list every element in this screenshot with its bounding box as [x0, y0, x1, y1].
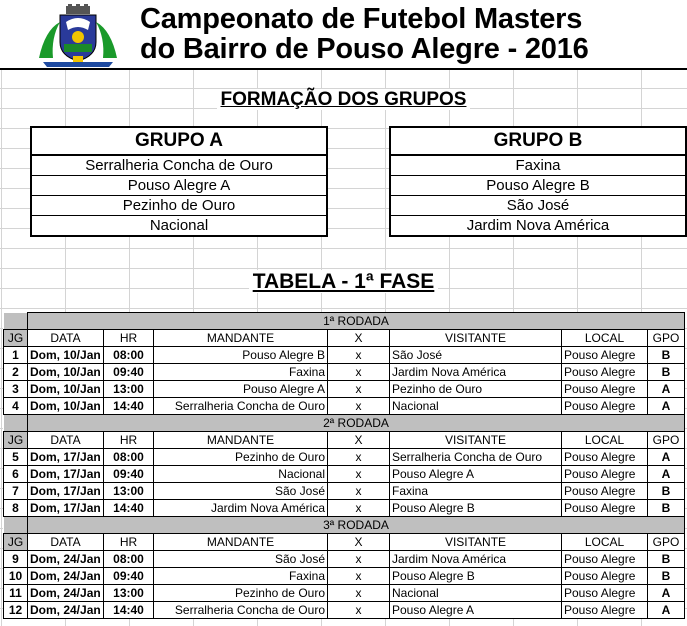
match-hr-cell: 09:40: [104, 466, 154, 483]
match-mandante-cell: Pezinho de Ouro: [154, 449, 328, 466]
match-mandante-cell: São José: [154, 551, 328, 568]
match-visitante-cell: Faxina: [390, 483, 562, 500]
match-x-cell: x: [328, 381, 390, 398]
column-header-jg: JG: [4, 432, 28, 449]
match-local-cell: Pouso Alegre: [562, 347, 648, 364]
match-row: [4, 398, 685, 415]
match-row: [4, 500, 685, 517]
column-header-mandante: MANDANTE: [154, 330, 328, 347]
column-header-local: LOCAL: [562, 432, 648, 449]
match-x-cell: x: [328, 585, 390, 602]
group-a-team: Pezinho de Ouro: [32, 196, 326, 216]
column-header-local: LOCAL: [562, 534, 648, 551]
column-header-x: X: [328, 330, 390, 347]
match-mandante-cell: Faxina: [154, 364, 328, 381]
column-header-row: [4, 534, 685, 551]
match-gpo-cell: B: [648, 347, 685, 364]
match-hr-cell: 14:40: [104, 602, 154, 619]
column-header-mandante: MANDANTE: [154, 534, 328, 551]
match-jg-cell: 3: [4, 381, 28, 398]
match-x-cell: x: [328, 602, 390, 619]
match-local-cell: Pouso Alegre: [562, 398, 648, 415]
match-mandante-cell: São José: [154, 483, 328, 500]
column-header-row: [4, 432, 685, 449]
match-jg-cell: 9: [4, 551, 28, 568]
match-visitante-cell: Pouso Alegre B: [390, 500, 562, 517]
match-jg-cell: 8: [4, 500, 28, 517]
match-visitante-cell: Nacional: [390, 585, 562, 602]
column-header-visitante: VISITANTE: [390, 432, 562, 449]
match-row: [4, 364, 685, 381]
match-hr-cell: 09:40: [104, 568, 154, 585]
match-local-cell: Pouso Alegre: [562, 602, 648, 619]
match-local-cell: Pouso Alegre: [562, 381, 648, 398]
match-mandante-cell: Faxina: [154, 568, 328, 585]
match-visitante-cell: Pezinho de Ouro: [390, 381, 562, 398]
group-a-team: Pouso Alegre A: [32, 176, 326, 196]
group-a-team: Nacional: [149, 217, 209, 234]
match-gpo-cell: A: [648, 585, 685, 602]
match-x-cell: x: [328, 568, 390, 585]
match-mandante-cell: Serralheria Concha de Ouro: [154, 398, 328, 415]
round-header-row: [4, 415, 685, 432]
match-data-cell: Dom, 10/Jan: [28, 381, 104, 398]
match-local-cell: Pouso Alegre: [562, 500, 648, 517]
column-header-x: X: [328, 534, 390, 551]
schedule-section-title: TABELA - 1ª FASE: [0, 270, 687, 294]
column-header-data: DATA: [28, 534, 104, 551]
match-row: [4, 381, 685, 398]
column-header-row: [4, 330, 685, 347]
match-row: [4, 585, 685, 602]
match-data-cell: Dom, 24/Jan: [28, 585, 104, 602]
match-x-cell: x: [328, 466, 390, 483]
match-x-cell: x: [328, 449, 390, 466]
match-mandante-cell: Pouso Alegre B: [154, 347, 328, 364]
match-jg-cell: 5: [4, 449, 28, 466]
group-b-team: Faxina: [391, 156, 685, 176]
match-hr-cell: 13:00: [104, 585, 154, 602]
column-header-gpo: GPO: [648, 432, 685, 449]
match-jg-cell: 11: [4, 585, 28, 602]
column-header-hr: HR: [104, 432, 154, 449]
match-data-cell: Dom, 10/Jan: [28, 398, 104, 415]
match-local-cell: Pouso Alegre: [562, 585, 648, 602]
round-title: 3ª RODADA: [28, 517, 685, 534]
group-b-team: São José: [391, 196, 685, 216]
schedule-table: [3, 312, 685, 619]
group-b-team: Jardim Nova América: [466, 217, 610, 234]
match-hr-cell: 13:00: [104, 483, 154, 500]
column-header-local: LOCAL: [562, 330, 648, 347]
match-hr-cell: 08:00: [104, 347, 154, 364]
column-header-hr: HR: [104, 330, 154, 347]
group-a-team: Serralheria Concha de Ouro: [32, 156, 326, 176]
match-hr-cell: 14:40: [104, 500, 154, 517]
match-jg-cell: 7: [4, 483, 28, 500]
match-hr-cell: 08:00: [104, 551, 154, 568]
match-data-cell: Dom, 17/Jan: [28, 500, 104, 517]
match-data-cell: Dom, 10/Jan: [28, 347, 104, 364]
match-row: [4, 568, 685, 585]
match-hr-cell: 08:00: [104, 449, 154, 466]
match-row: [4, 347, 685, 364]
match-visitante-cell: Jardim Nova América: [390, 551, 562, 568]
round-header-spacer: [4, 415, 28, 432]
match-data-cell: Dom, 17/Jan: [28, 483, 104, 500]
round-header-row: [4, 517, 685, 534]
match-mandante-cell: Pezinho de Ouro: [154, 585, 328, 602]
match-local-cell: Pouso Alegre: [562, 568, 648, 585]
match-hr-cell: 09:40: [104, 364, 154, 381]
group-b-box: [389, 126, 687, 237]
match-gpo-cell: A: [648, 398, 685, 415]
match-row: [4, 483, 685, 500]
title-line-2: do Bairro de Pouso Alegre - 2016: [140, 33, 589, 65]
round-header-row: [4, 313, 685, 330]
match-jg-cell: 6: [4, 466, 28, 483]
round-header-spacer: [4, 517, 28, 534]
match-jg-cell: 1: [4, 347, 28, 364]
column-header-gpo: GPO: [648, 534, 685, 551]
match-jg-cell: 4: [4, 398, 28, 415]
match-local-cell: Pouso Alegre: [562, 466, 648, 483]
match-gpo-cell: A: [648, 602, 685, 619]
match-visitante-cell: Pouso Alegre A: [390, 466, 562, 483]
match-local-cell: Pouso Alegre: [562, 364, 648, 381]
column-header-mandante: MANDANTE: [154, 432, 328, 449]
column-header-gpo: GPO: [648, 330, 685, 347]
match-gpo-cell: B: [648, 500, 685, 517]
match-visitante-cell: Pouso Alegre A: [390, 602, 562, 619]
match-gpo-cell: A: [648, 449, 685, 466]
group-b-team: Pouso Alegre B: [391, 176, 685, 196]
match-jg-cell: 10: [4, 568, 28, 585]
match-x-cell: x: [328, 483, 390, 500]
match-data-cell: Dom, 24/Jan: [28, 551, 104, 568]
match-local-cell: Pouso Alegre: [562, 551, 648, 568]
column-header-hr: HR: [104, 534, 154, 551]
round-title: 1ª RODADA: [28, 313, 685, 330]
match-gpo-cell: A: [648, 466, 685, 483]
match-visitante-cell: Nacional: [390, 398, 562, 415]
match-data-cell: Dom, 10/Jan: [28, 364, 104, 381]
match-x-cell: x: [328, 551, 390, 568]
match-mandante-cell: Jardim Nova América: [154, 500, 328, 517]
match-local-cell: Pouso Alegre: [562, 483, 648, 500]
match-hr-cell: 14:40: [104, 398, 154, 415]
match-mandante-cell: Nacional: [154, 466, 328, 483]
match-gpo-cell: B: [648, 364, 685, 381]
column-header-x: X: [328, 432, 390, 449]
match-data-cell: Dom, 24/Jan: [28, 568, 104, 585]
match-gpo-cell: B: [648, 551, 685, 568]
match-hr-cell: 13:00: [104, 381, 154, 398]
match-gpo-cell: B: [648, 568, 685, 585]
document-header: [0, 0, 687, 70]
match-mandante-cell: Pouso Alegre A: [154, 381, 328, 398]
match-x-cell: x: [328, 500, 390, 517]
match-row: [4, 602, 685, 619]
match-visitante-cell: São José: [390, 347, 562, 364]
match-visitante-cell: Pouso Alegre B: [390, 568, 562, 585]
group-b-header: GRUPO B: [391, 128, 685, 156]
column-header-visitante: VISITANTE: [390, 330, 562, 347]
match-jg-cell: 2: [4, 364, 28, 381]
match-x-cell: x: [328, 347, 390, 364]
match-gpo-cell: B: [648, 483, 685, 500]
match-jg-cell: 12: [4, 602, 28, 619]
column-header-data: DATA: [28, 330, 104, 347]
round-title: 2ª RODADA: [28, 415, 685, 432]
groups-section-title: FORMAÇÃO DOS GRUPOS: [0, 89, 687, 111]
column-header-data: DATA: [28, 432, 104, 449]
column-header-jg: JG: [4, 330, 28, 347]
match-row: [4, 551, 685, 568]
group-a-box: [30, 126, 328, 237]
match-local-cell: Pouso Alegre: [562, 449, 648, 466]
match-x-cell: x: [328, 364, 390, 381]
match-x-cell: x: [328, 398, 390, 415]
match-gpo-cell: A: [648, 381, 685, 398]
match-row: [4, 449, 685, 466]
match-mandante-cell: Serralheria Concha de Ouro: [154, 602, 328, 619]
match-data-cell: Dom, 17/Jan: [28, 466, 104, 483]
match-visitante-cell: Serralheria Concha de Ouro: [390, 449, 562, 466]
match-visitante-cell: Jardim Nova América: [390, 364, 562, 381]
championship-title: [140, 4, 685, 64]
round-header-spacer: [4, 313, 28, 330]
match-data-cell: Dom, 17/Jan: [28, 449, 104, 466]
column-header-visitante: VISITANTE: [390, 534, 562, 551]
city-coat-of-arms-logo: [33, 4, 123, 68]
match-data-cell: Dom, 24/Jan: [28, 602, 104, 619]
title-line-1: Campeonato de Futebol Masters: [140, 3, 583, 35]
column-header-jg: JG: [4, 534, 28, 551]
group-a-header: GRUPO A: [32, 128, 326, 156]
match-row: [4, 466, 685, 483]
